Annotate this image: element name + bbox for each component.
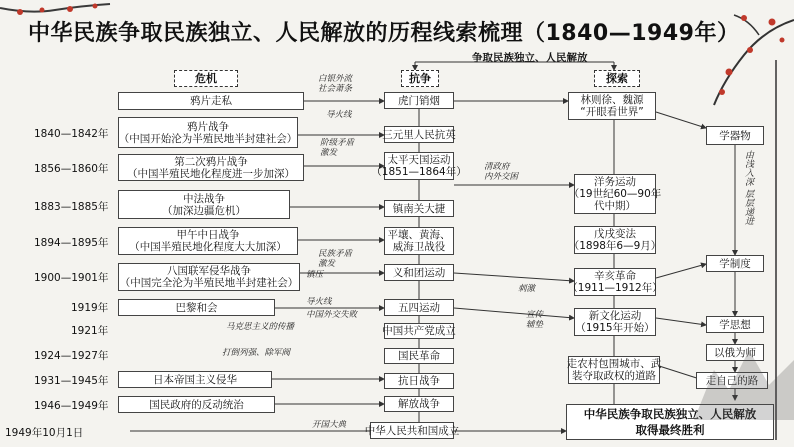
note-qing-crisis: 清政府 内外交困 xyxy=(484,162,519,182)
stage-3: 以俄为师 xyxy=(706,344,764,361)
crisis-0: 鸦片走私 xyxy=(118,92,304,110)
year-1946: 1946—1949年 xyxy=(34,400,109,412)
page-title: 中华民族争取民族独立、人民解放的历程线索梳理（1840—1949年） xyxy=(28,21,740,46)
year-1931: 1931—1945年 xyxy=(34,375,109,387)
note-founding-ceremony: 开国大典 xyxy=(312,420,347,430)
note-propaganda: 宣传 辅垫 xyxy=(526,310,544,330)
exploration-1: 洋务运动 （19世纪60—90年 代中期） xyxy=(568,176,662,212)
resistance-3: 镇南关大捷 xyxy=(384,200,454,217)
crisis-7: 日本帝国主义侵华 xyxy=(118,371,272,388)
year-1900: 1900—1901年 xyxy=(34,272,109,284)
year-1856: 1856—1860年 xyxy=(34,163,109,175)
year-1894: 1894—1895年 xyxy=(34,237,109,249)
crisis-1: 鸦片战争 （中国开始沦为半殖民地半封建社会） xyxy=(118,117,298,148)
stage-4: 走自己的路 xyxy=(696,372,768,389)
year-1840: 1840—1842年 xyxy=(34,128,109,140)
exploration-2: 戊戌变法 （1898年6—9月） xyxy=(568,228,662,252)
stage-0: 学器物 xyxy=(706,126,764,145)
crisis-4: 甲午中日战争 （中国半殖民地化程度大大加深） xyxy=(118,227,298,255)
year-1924: 1924—1927年 xyxy=(34,350,109,362)
resistance-8: 国民革命 xyxy=(384,348,454,364)
exploration-0: 林则徐、魏源 “开眼看世界” xyxy=(568,92,656,120)
exploration-5: 走农村包围城市、武 装夺取政权的道路 xyxy=(566,358,662,382)
resistance-6: 五四运动 xyxy=(384,299,454,316)
crisis-8: 国民政府的反动统治 xyxy=(118,396,275,413)
exploration-4: 新文化运动 （1915年开始） xyxy=(575,310,655,334)
resistance-4: 平壤、黄海、 威海卫战役 xyxy=(384,227,454,255)
mountain-decoration xyxy=(694,330,794,420)
header-exploration: 探索 xyxy=(594,70,640,87)
note-trigger-2: 导火线 中国外交失败 xyxy=(306,297,358,320)
note-overthrow: 打倒列强、除军阀 xyxy=(222,348,291,358)
crisis-6: 巴黎和会 xyxy=(118,299,275,316)
header-crisis: 危机 xyxy=(174,70,238,87)
stage-2: 学思想 xyxy=(706,316,764,333)
note-trigger-1: 导火线 xyxy=(326,110,352,120)
note-suppress: 镇压 xyxy=(306,270,324,280)
resistance-1: 三元里人民抗英 xyxy=(384,126,454,143)
crisis-5: 八国联军侵华战争 （中国完全沦为半殖民地半封建社会） xyxy=(119,265,299,289)
year-1949: 1949年10月1日 xyxy=(5,427,84,439)
note-silver-outflow: 白银外流 社会萧条 xyxy=(318,74,353,94)
note-national-conflict: 民族矛盾 激发 xyxy=(318,249,353,269)
resistance-11: 中华人民共和国成立 xyxy=(370,422,454,439)
note-marxism: 马克思主义的传播 xyxy=(226,322,295,332)
note-stimulate: 刺激 xyxy=(518,284,536,294)
year-1883: 1883—1885年 xyxy=(34,201,109,213)
crisis-3: 中法战争 （加深边疆危机） xyxy=(118,190,290,219)
note-class-conflict: 阶级矛盾 激发 xyxy=(320,138,355,158)
final-result: 中华民族争取民族独立、人民解放 取得最终胜利 xyxy=(566,404,774,440)
exploration-3: 辛亥革命 （1911—1912年） xyxy=(567,270,663,294)
stage-1: 学制度 xyxy=(706,255,764,272)
header-resistance: 抗争 xyxy=(401,70,439,87)
resistance-2: 太平天国运动 （1851—1864年） xyxy=(371,154,467,178)
crisis-2: 第二次鸦片战争 （中国半殖民地化程度进一步加深） xyxy=(118,154,304,181)
resistance-7: 中国共产党成立 xyxy=(382,325,456,337)
resistance-10: 解放战争 xyxy=(384,396,454,412)
subtitle: 争取民族独立、人民解放 xyxy=(472,52,588,64)
resistance-0: 虎门销烟 xyxy=(384,92,454,109)
resistance-5: 义和团运动 xyxy=(384,264,454,281)
resistance-9: 抗日战争 xyxy=(384,373,454,389)
note-progression: 由浅入深 层层递进 xyxy=(743,150,753,225)
year-1919: 1919年 xyxy=(71,302,109,314)
year-1921: 1921年 xyxy=(71,325,109,337)
